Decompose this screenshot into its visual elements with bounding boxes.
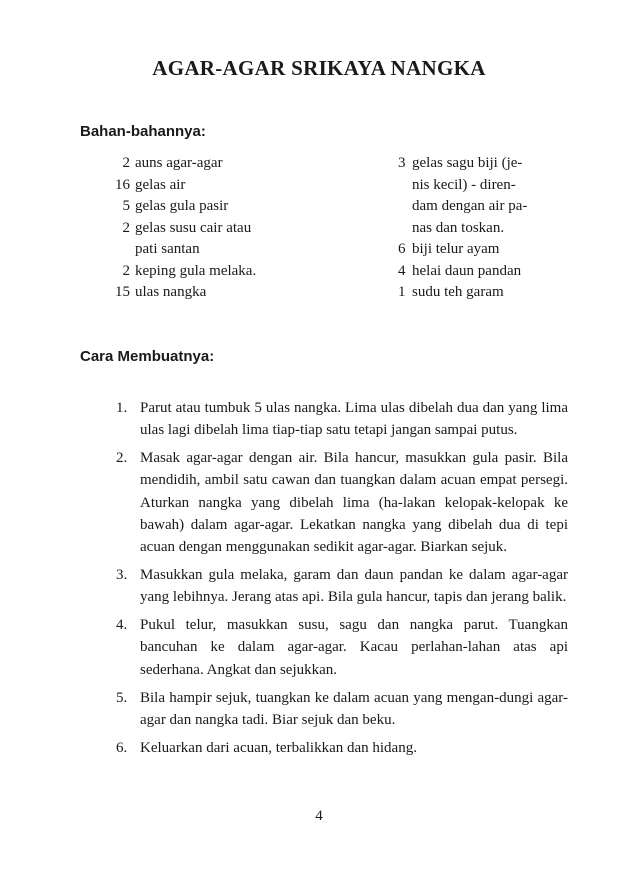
ingredient-text: gelas gula pasir [135,198,229,214]
ingredient-qty: 1 [398,284,406,300]
step-text: Keluarkan dari acuan, terbalikkan dan hidang. [140,739,417,756]
ingredient-item [398,239,588,261]
page-number: 4 [315,808,323,824]
ingredient-text: auns agar-agar [135,155,223,171]
ingredient-text: sudu teh garam [412,284,504,300]
ingredient-item [110,282,350,304]
ingredient-qty: 15 [115,284,130,300]
ingredient-qty: 4 [398,262,406,279]
ingredient-text: helai daun pandan [412,262,522,279]
step-number: 2. [116,450,128,467]
ingredient-text: nis kecil) - diren- [412,176,516,193]
step-item [116,564,568,609]
ingredients-heading: Bahan-bahannya: [80,123,206,140]
step-text: Masak agar-agar dengan air. Bila hancur, masukkan gula pasir. Bila mendidih, ambil satu cawan dan tuangkan dalam acuan empat persegi. Aturkan nangka yang dibelah lima (ha-lakan kelopak-kelopak ke bawah) dalam agar-agar. Lekatkan nangka yang dibelah dua di tepi acuan dengan menggunakan sedikit agar-agar. Biarkan sejuk. [140,450,568,556]
ingredient-item [110,153,350,175]
step-item [116,614,568,681]
step-item [116,397,568,442]
ingredient-item [110,196,350,218]
ingredient-text: gelas sagu biji (je- [412,155,523,171]
ingredient-qty [398,175,408,197]
ingredient-text: ulas nangka [135,284,207,300]
ingredient-qty: 2 [122,262,130,279]
ingredient-qty: 5 [122,198,130,214]
ingredients-left-column [110,153,350,304]
method-heading: Cara Membuatnya: [80,348,215,365]
ingredient-qty [398,218,408,240]
step-text: Pukul telur, masukkan susu, sagu dan nangka parut. Tuangkan bancuhan ke dalam agar-agar. Kacau perlahan-lahan atas api sederhana. Angkat dan sejukkan. [140,617,568,678]
ingredient-qty: 3 [398,155,406,171]
ingredient-item [110,239,350,261]
ingredient-text: gelas air [135,176,186,193]
ingredient-item [110,175,350,197]
ingredient-item [110,261,350,283]
step-number: 5. [116,689,128,706]
ingredient-text: dam dengan air pa- [412,198,528,214]
ingredient-item [398,175,588,197]
ingredient-qty: 6 [398,241,406,257]
ingredient-text: keping gula melaka. [135,262,257,279]
ingredient-item [398,261,588,283]
ingredient-qty: 16 [115,176,130,193]
step-number: 4. [116,617,128,634]
step-number: 3. [116,567,128,584]
ingredient-item [398,282,588,304]
ingredient-qty [398,196,408,218]
step-item [116,447,568,558]
ingredient-item [398,196,588,218]
step-text: Parut atau tumbuk 5 ulas nangka. Lima ulas dibelah dua dan yang lima ulas lagi dibelah lima tiap-tiap satu tetapi jangan sampai putus. [140,400,568,439]
recipe-title: AGAR-AGAR SRIKAYA NANGKA [152,56,486,80]
ingredient-qty: 2 [122,155,130,171]
ingredient-qty [110,239,130,261]
ingredient-qty: 2 [122,219,130,236]
ingredient-text: pati santan [135,241,200,257]
ingredient-text: biji telur ayam [412,241,500,257]
step-number: 1. [116,400,128,416]
step-text: Masukkan gula melaka, garam dan daun pandan ke dalam agar-agar yang lebihnya. Jerang atas api. Bila gula hancur, tapis dan jerang balik. [140,567,568,606]
step-number: 6. [116,739,128,756]
ingredient-item [398,153,588,175]
method-steps [116,397,568,764]
ingredients-right-column [398,153,588,304]
ingredient-text: nas dan toskan. [412,219,505,236]
step-item [116,737,568,759]
step-text: Bila hampir sejuk, tuangkan ke dalam acuan yang mengan-dungi agar-agar dan nangka tadi. Biar sejuk dan beku. [140,689,568,728]
ingredient-text: gelas susu cair atau [135,219,252,236]
ingredient-item [398,218,588,240]
ingredient-item [110,218,350,240]
step-item [116,687,568,732]
